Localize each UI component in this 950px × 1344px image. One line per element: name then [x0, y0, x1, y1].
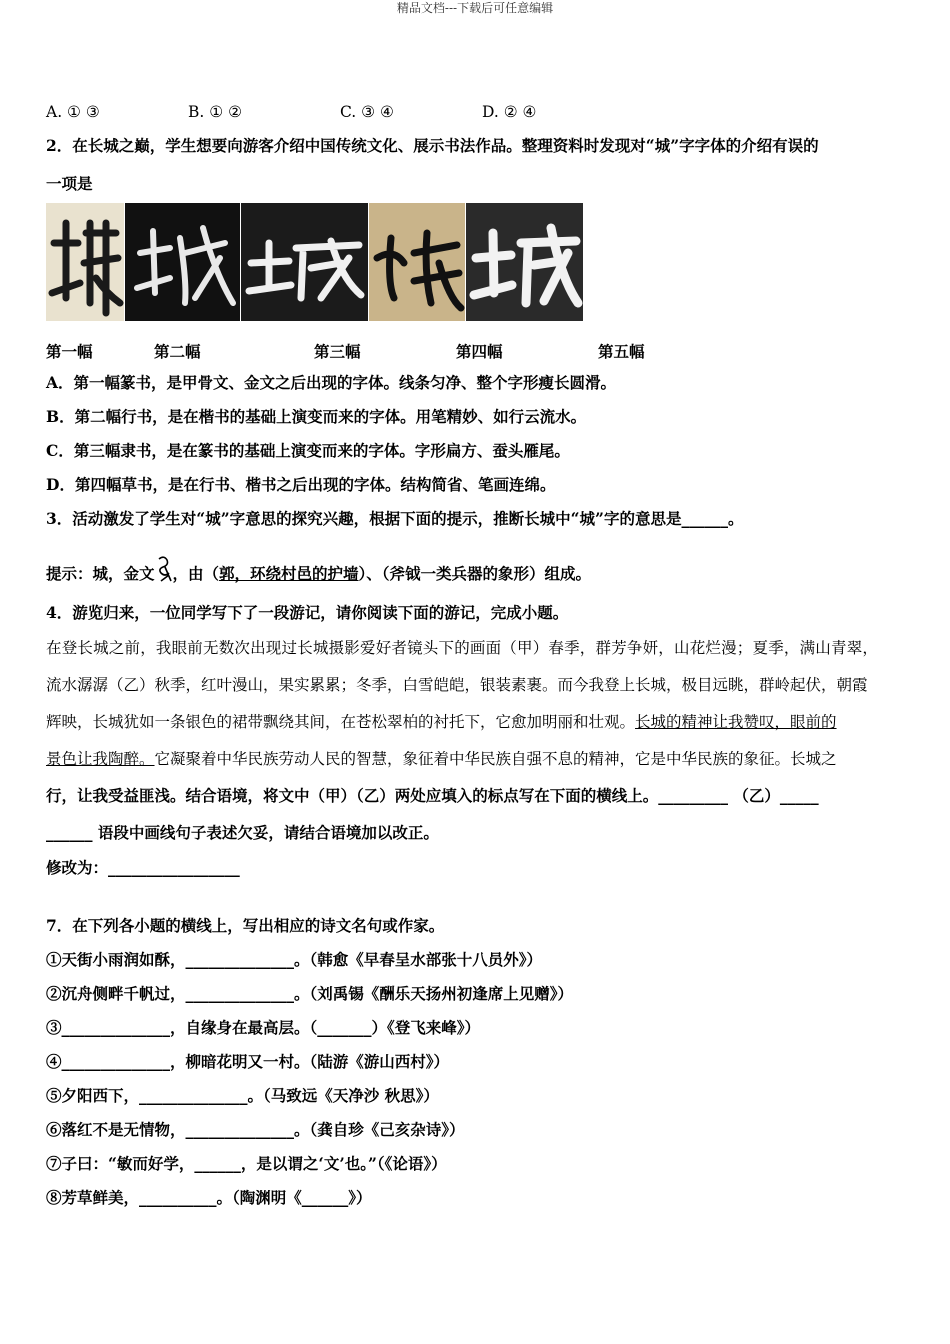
option-d[interactable]: D. ② ④: [482, 103, 537, 121]
caption-1: 第一幅: [46, 342, 93, 361]
q4-passage-line1: 在登长城之前，我眼前无数次出现过长城摄影爱好者镜头下的画面（甲）春季，群芳争妍，山花烂漫；夏季，满山青翠，: [46, 639, 879, 657]
q4-line5: 行，让我受益匪浅。结合语境，将文中（甲）（乙）两处应填入的标点写在下面的横线上。_________ （乙）_____: [46, 786, 819, 805]
q2-option-d[interactable]: D．第四幅草书，是在行书、楷书之后出现的字体。结构简省、笔画连绵。: [46, 475, 556, 494]
q4-stem: 4．游览归来，一位同学写下了一段游记，请你阅读下面的游记，完成小题。: [46, 603, 569, 622]
q2-stem-line1: 2．在长城之巅，学生想要向游客介绍中国传统文化、展示书法作品。整理资料时发现对“城”字字体的介绍有误的: [46, 136, 819, 155]
q4-passage-line3-text: 辉映，长城犹如一条银色的裙带飘绕其间，在苍松翠柏的衬托下，它愈加明丽和壮观。: [46, 713, 636, 731]
calligraphy-regular-image: [466, 203, 583, 321]
q3-hint-suffix: ）、（斧钺一类兵器的象形）组成。: [358, 564, 592, 583]
page-header: 精品文档---下载后可任意编辑: [396, 1, 554, 15]
q4-line6: ______ 语段中画线句子表述欠妥，请结合语境加以改正。: [46, 823, 439, 842]
q7-item-4: ④______________，柳暗花明又一村。（陆游《游山西村》）: [46, 1052, 450, 1071]
q2-option-b[interactable]: B．第二幅行书，是在楷书的基础上演变而来的字体。用笔精妙、如行云流水。: [46, 407, 587, 426]
q2-stem-line2: 一项是: [46, 174, 93, 193]
q4-passage-line4-text: 它凝聚着中华民族劳动人民的智慧，象征着中华民族自强不息的精神，它是中华民族的象征。长城之: [154, 750, 837, 768]
q4-underlined-sentence-part2: 景色让我陶醉。: [46, 750, 155, 768]
q4-underlined-sentence-part1: 长城的精神让我赞叹，眼前的: [635, 713, 837, 731]
q7-item-6: ⑥落红不是无情物，______________。（龚自珍《己亥杂诗》）: [46, 1120, 465, 1139]
q7-item-7: ⑦子曰：“敏而好学，______，是以谓之‘文’也。”（《论语》）: [46, 1154, 447, 1173]
caption-4: 第四幅: [456, 342, 503, 361]
calligraphy-seal-image: [46, 203, 124, 321]
q4-passage-line2: 流水潺潺（乙）秋季，红叶漫山，果实累累；冬季，白雪皑皑，银装素裹。而今我登上长城，极目远眺，群岭起伏，朝霞: [46, 676, 868, 694]
calligraphy-clerical-image: [241, 203, 368, 321]
q7-item-3: ③______________，自缘身在最高层。（_______）《登飞来峰》）: [46, 1018, 481, 1037]
q7-item-2: ②沉舟侧畔千帆过，______________。（刘禹锡《酬乐天扬州初逢席上见赠》）: [46, 984, 574, 1003]
q2-option-a[interactable]: A．第一幅篆书，是甲骨文、金文之后出现的字体。线条匀净、整个字形瘦长圆滑。: [46, 373, 617, 392]
q7-item-5: ⑤夕阳西下，______________。（马致远《天净沙 秋思》）: [46, 1086, 439, 1105]
calligraphy-running-image: [125, 203, 240, 321]
q3-hint: [46, 555, 591, 585]
q7-item-1: ①天街小雨润如酥，______________。（韩愈《早春呈水部张十八员外》）: [46, 950, 543, 969]
q7-stem: 7．在下列各小题的横线上，写出相应的诗文名句或作家。: [46, 916, 445, 935]
caption-3: 第三幅: [314, 342, 361, 361]
q2-option-c[interactable]: C．第三幅隶书，是在篆书的基础上演变而来的字体。字形扁方、蚕头雁尾。: [46, 441, 570, 460]
calligraphy-images: [46, 203, 586, 321]
option-c[interactable]: C. ③ ④: [340, 103, 394, 121]
q4-revise-line: 修改为：_________________: [46, 858, 240, 877]
caption-2: 第二幅: [154, 342, 201, 361]
bronze-script-glyph-icon: [155, 555, 173, 585]
caption-5: 第五幅: [598, 342, 645, 361]
q1-options: [46, 102, 536, 122]
option-b[interactable]: B. ① ②: [188, 103, 242, 121]
q3-hint-underlined: 郭，环绕村邑的护墙: [219, 564, 359, 583]
q3-hint-prefix: 提示：城，金文: [46, 564, 155, 583]
option-a[interactable]: A. ① ③: [46, 103, 100, 121]
calligraphy-cursive-image: [369, 203, 465, 321]
q4-passage-line4: [46, 749, 837, 769]
q4-passage-line3: [46, 712, 837, 732]
q3-stem: 3．活动激发了学生对“城”字意思的探究兴趣，根据下面的提示，推断长城中“城”字的意思是______。: [46, 509, 744, 528]
q7-item-8: ⑧芳草鲜美，__________。（陶渊明《______》）: [46, 1188, 372, 1207]
q3-hint-mid: ，由（: [172, 564, 220, 583]
